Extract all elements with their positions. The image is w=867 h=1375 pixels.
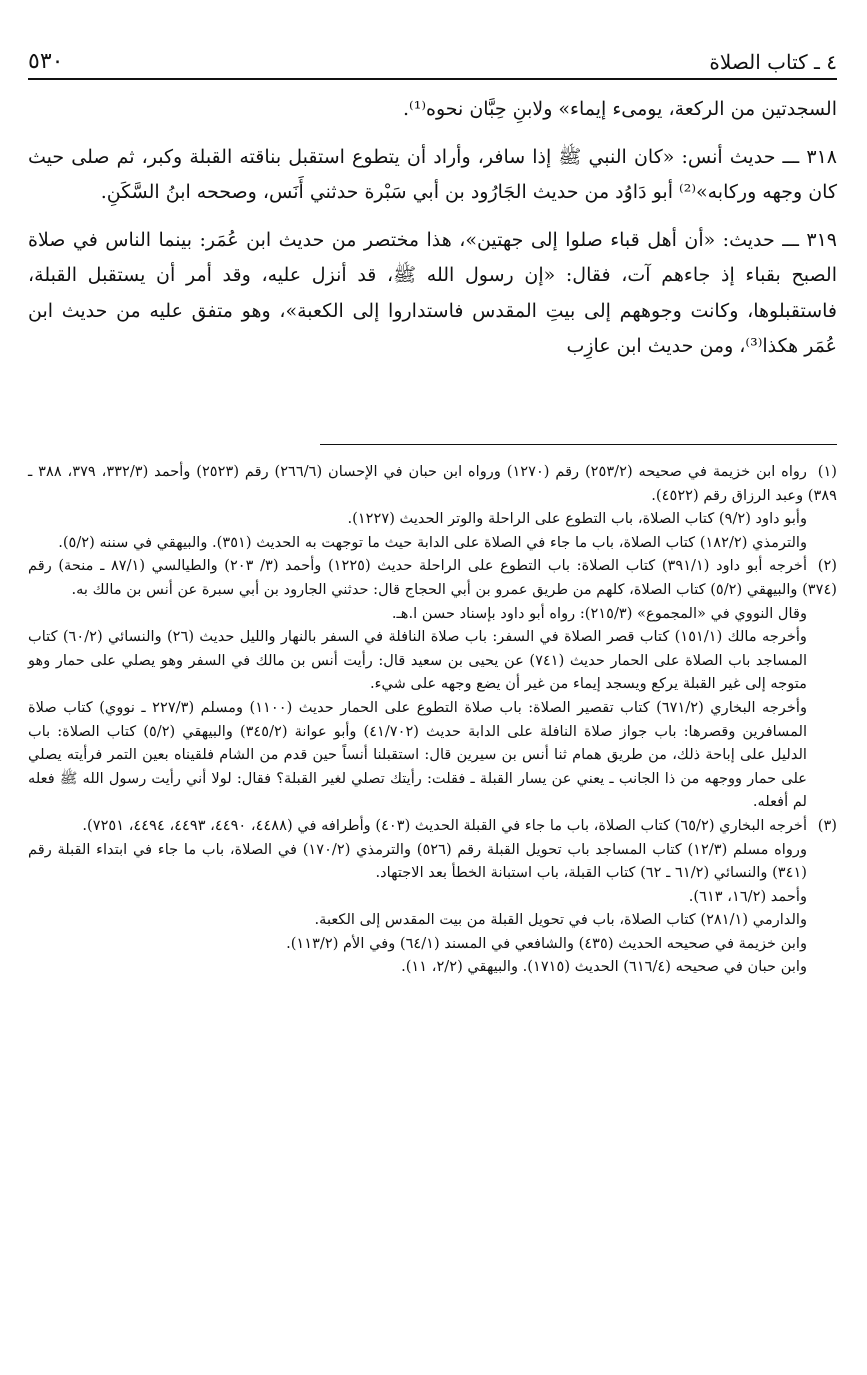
footnotes (28, 460, 837, 979)
footnote-2-text-1: أخرجه أبو داود (٣٩١/١) كتاب الصلاة: باب التطوع على الراحلة حديث (١٢٢٥) وأحمد (٣/ ٢٠٣) والطيالسي (٨٧/١ ـ منحة) رقم (٣٧٤) والبيهقي (٥/٢) كتاب الصلاة، كلهم من طريق عمرو بن أبي الحجاج قال: حدثني الجارود بن أبي سبرة عن أنس بن مالك به. (28, 557, 837, 598)
footnote-1-text-2: وأبو داود (٩/٢) كتاب الصلاة، باب التطوع على الراحلة والوتر الحديث (١٢٢٧). (347, 510, 807, 528)
footnote-2-text-2: وقال النووي في «المجموع» (٢١٥/٣): رواه أبو داود بإسناد حسن ا.هـ. (391, 604, 807, 622)
running-title: ٤ ـ كتاب الصلاة (709, 50, 837, 74)
main-text (28, 92, 837, 377)
footnote-3-label: (٣) (817, 816, 837, 834)
footnote-3-text-2: ورواه مسلم (١٢/٣) كتاب المساجد باب تحويل القبلة رقم (٥٢٦) والترمذي (١٧٠/٢) في الصلاة، باب ما جاء في ابتداء القبلة رقم (٣٤١) والنسائي (٦١/٢ ـ ٦٢) كتاب القبلة، باب استبانة الخطأ بعد الاجتهاد. (28, 840, 807, 882)
footnote-2-text-3: وأخرجه مالك (١٥١/١) كتاب قصر الصلاة في السفر: باب صلاة النافلة في السفر بالنهار والليل حديث (٢٦) والنسائي (٦٠/٢) كتاب المساجد باب الصلاة على الحمار حديث (٧٤١) عن يحيى بن سعيد قال: رأيت أنس بن مالك في السفر وهو يصلي على حمار وهو متوجه إلى غير القبلة يركع ويسجد إيماء من غير أن يضع وجهه على شيء. (28, 628, 808, 693)
footnote-2-text-4: وأخرجه البخاري (٦٧١/٢) كتاب تقصير الصلاة: باب صلاة التطوع على الحمار حديث (١١٠٠) ومسلم (٢٢٧/٣ ـ نووي) كتاب صلاة المسافرين وقصرها: باب جواز صلاة النافلة على الدابة حديث (٤١/٧٠٢) وأبو عوانة (٣٤٥/٢) والبيهقي (٥/٢) كتاب الصلاة: باب الدليل على إباحة ذلك، من طريق همام ثنا أنس بن سيرين قال: استقبلنا أنساً حين قدم من الشام فلقيناه بعين التمر فرأيته يصلي على حمار ووجهه من ذا الجانب ـ يعني عن يسار القبلة ـ فقلت: رأيتك تصلي لغير القبلة؟ فقال: لولا أني رأيت رسول الله ﷺ فعله لم أفعله. (28, 698, 808, 811)
footnote-2 (28, 554, 837, 601)
footnote-3-text-5: وابن خزيمة في صحيحه الحديث (٤٣٥) والشافعي في المسند (٦٤/١) وفي الأم (١١٣/٢). (286, 934, 807, 952)
footnote-1-text-1: رواه ابن خزيمة في صحيحه (٢٥٣/٢) رقم (١٢٧٠) ورواه ابن حبان في الإحسان (٢٦٦/٦) رقم (٢٥٢٣) وأحمد (٣٣٢/٣، ٣٧٩، ٣٨٨ ـ ٣٨٩) وعبد الرزاق رقم (٤٥٢٢). (28, 463, 837, 504)
footnote-3-text-6: وابن حبان في صحيحه (٦١٦/٤) الحديث (١٧١٥). والبيهقي (٢/٢، ١١). (401, 958, 807, 976)
footnote-3-text-3: وأحمد (١٦/٢، ٦١٣). (688, 887, 807, 905)
footnote-3-text-1: أخرجه البخاري (٦٥/٢) كتاب الصلاة، باب ما جاء في القبلة الحديث (٤٠٣) وأطرافه في (٤٤٨٨، ٤٤٩٠، ٤٤٩٣، ٤٤٩٤، ٧٢٥١). (82, 816, 807, 834)
footnote-divider (320, 444, 837, 445)
hadith-319-paragraph: ٣١٩ ـــ حديث: «أن أهل قباء صلوا إلى جهتين»، هذا مختصر من حديث ابن عُمَر: بينما الناس في صلاة الصبح بقباء إذ جاءهم آت، فقال: «إن رسول الله ﷺ، قد أنزل عليه، وقد أمر أن يستقبل القبلة، فاستقبلوها، وكانت وجوههم إلى بيتِ المقدس فاستداروا إلى الكعبة»، وهو متفق عليه من حديث ابن عُمَر هكذا⁽³⁾، ومن حديث ابن عازِب (28, 228, 837, 357)
footnote-3-text-4: والدارمي (٢٨١/١) كتاب الصلاة، باب في تحويل القبلة من بيت المقدس إلى الكعبة. (314, 911, 807, 929)
footnote-1 (28, 460, 837, 507)
footnote-3 (28, 814, 837, 838)
footnote-2-label: (٢) (817, 557, 837, 575)
page-header (28, 38, 837, 80)
continuation-paragraph: السجدتين من الركعة، يومىء إيماء» ولابنِ حِبَّان نحوه⁽¹⁾. (402, 98, 837, 120)
page-number: ٥٣٠ (28, 49, 64, 74)
footnote-1-label: (١) (817, 463, 837, 480)
hadith-318-paragraph: ٣١٨ ـــ حديث أنس: «كان النبي ﷺ إذا سافر، وأراد أن يتطوع استقبل بناقته القبلة وكبر، ثم صلى حيث كان وجهه وركابه»⁽²⁾ أبو دَاوُد من حديث الجَارُود بن أبي سَبْرة حدثني أَنَس، وصححه ابنُ السَّكَنِ. (28, 145, 837, 203)
footnote-1-text-3: والترمذي (١٨٢/٢) كتاب الصلاة، باب ما جاء في الصلاة على الدابة حيث ما توجهت به الحديث (٣٥١). والبيهقي في سننه (٥/٢). (58, 533, 807, 551)
